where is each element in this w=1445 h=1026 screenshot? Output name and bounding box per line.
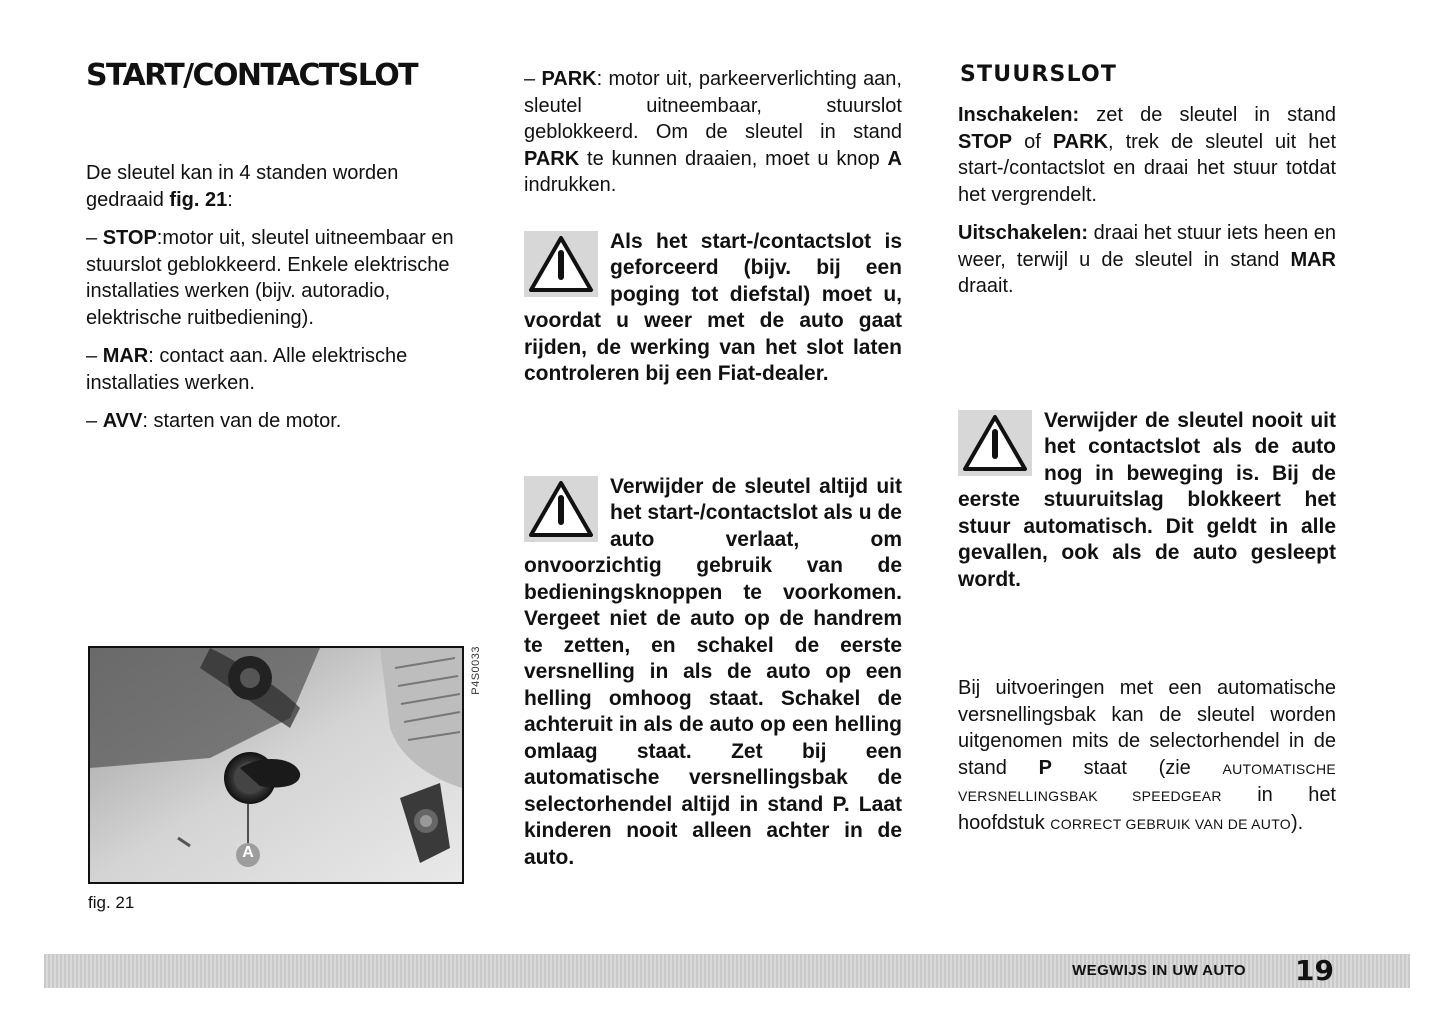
intro-colon: : xyxy=(227,188,233,211)
callout-a: A xyxy=(242,844,254,861)
dash: – xyxy=(524,68,542,90)
park-text: : motor uit, parkeerverlichting aan, sleutel uitneembaar, stuurslot geblokkeerd. Om de sleutel in stand xyxy=(524,68,902,143)
label: Uitschakelen: xyxy=(958,222,1089,244)
warning-triangle-icon xyxy=(524,476,598,542)
position-text: :motor uit, sleutel uitneembaar en stuurslot geblokkeerd. Enkele elektrische installaties werken (bijv. autoradio, elektrische ruitbediening). xyxy=(86,227,454,329)
lock-off-paragraph xyxy=(958,220,1336,300)
warning-block-2 xyxy=(524,474,902,872)
warning-triangle-icon xyxy=(524,231,598,297)
position-park xyxy=(524,66,902,199)
section-title: STUURSLOT xyxy=(960,62,1118,87)
warning-block-1 xyxy=(524,229,902,388)
position-key: MAR xyxy=(102,345,149,367)
warning-text: Verwijder de sleutel nooit uit het contactslot als de auto nog in beweging is. Bij de eerste stuuruitslag blokkeert het stuur automatisch. Dit geldt in alle gevallen, ook als de auto gesleept wordt. xyxy=(958,408,1336,591)
position-stop xyxy=(86,225,466,331)
figure-reference: fig. 21 xyxy=(169,188,228,211)
page-title: START/CONTACTSLOT xyxy=(86,58,418,93)
position-key: P xyxy=(1038,756,1052,779)
position-key: AVV xyxy=(102,410,143,432)
position-mar xyxy=(86,343,466,396)
left-column xyxy=(86,58,466,435)
position-key: PARK xyxy=(541,68,597,90)
position-key: MAR xyxy=(1290,248,1336,271)
text: staat (zie xyxy=(1051,756,1223,779)
text: Bij uitvoeringen met een automatische versnellingsbak kan de sleutel worden uitgenomen mits de selectorhendel in de stand xyxy=(958,677,1336,779)
position-key: STOP xyxy=(102,227,157,249)
intro-paragraph xyxy=(86,160,466,213)
label: Inschakelen: xyxy=(958,104,1080,126)
ignition-photo xyxy=(90,648,462,882)
text: draai het stuur iets heen en weer, terwijl u de sleutel in stand xyxy=(958,222,1337,271)
figure-caption: fig. 21 xyxy=(88,893,135,912)
page-number: 19 xyxy=(1295,954,1334,987)
text: zet de sleutel in stand xyxy=(1079,104,1336,126)
position-key: PARK xyxy=(1052,130,1109,153)
footer-section: WEGWIJS IN UW AUTO xyxy=(1072,962,1246,979)
cross-reference: CORRECT GEBRUIK VAN DE AUTO xyxy=(1050,815,1291,832)
dash: – xyxy=(86,345,103,367)
lock-on-paragraph xyxy=(958,102,1336,208)
park-text: indrukken. xyxy=(524,174,617,196)
button-key: A xyxy=(887,147,902,170)
position-key: STOP xyxy=(958,130,1013,153)
footer-band xyxy=(44,954,1410,988)
position-key: PARK xyxy=(524,147,580,170)
position-text: : starten van de motor. xyxy=(142,410,342,432)
automatic-paragraph xyxy=(958,675,1336,837)
text: of xyxy=(1012,130,1053,153)
warning-triangle-icon xyxy=(958,410,1032,476)
cross-reference: AUTOMATISCHE VERSNELLINGSBAK SPEEDGEAR xyxy=(958,760,1336,804)
warning-text: Als het start-/contactslot is geforceerd (bijv. bij een poging tot diefstal) moet u, voordat u weer met de auto gaat rijden, de werking van het slot laten controleren bij een Fiat-dealer. xyxy=(524,229,902,385)
park-text: te kunnen draaien, moet u knop xyxy=(579,147,888,170)
dash: – xyxy=(86,410,103,432)
intro-text: De sleutel kan in 4 standen worden gedraaid xyxy=(86,162,399,211)
figure-code: P4S0033 xyxy=(470,646,482,695)
text: , trek de sleutel uit het start-/contactslot en draai het stuur totdat het vergrendelt. xyxy=(958,130,1337,206)
dash: – xyxy=(86,227,103,249)
ignition-figure xyxy=(88,646,464,884)
text: ). xyxy=(1291,811,1304,834)
text: draait. xyxy=(958,275,1014,297)
text: in het hoofdstuk xyxy=(958,784,1336,834)
warning-block-3 xyxy=(958,408,1336,594)
right-column xyxy=(958,58,1336,837)
middle-column xyxy=(524,58,902,871)
position-text: : contact aan. Alle elektrische installaties werken. xyxy=(86,345,408,394)
position-avv xyxy=(86,408,466,435)
warning-text: Verwijder de sleutel altijd uit het start-/contactslot als u de auto verlaat, om onvoorzichtig gebruik van de bedieningsknoppen te voorkomen. Vergeet niet de auto op de handrem te zetten, en schakel de eerste versnelling in als de auto op een helling omhoog staat. Schakel de achteruit in als de auto op een helling omlaag staat. Zet bij een automatische versnellingsbak de selectorhendel altijd in stand P. Laat kinderen nooit alleen achter in de auto. xyxy=(524,474,902,869)
